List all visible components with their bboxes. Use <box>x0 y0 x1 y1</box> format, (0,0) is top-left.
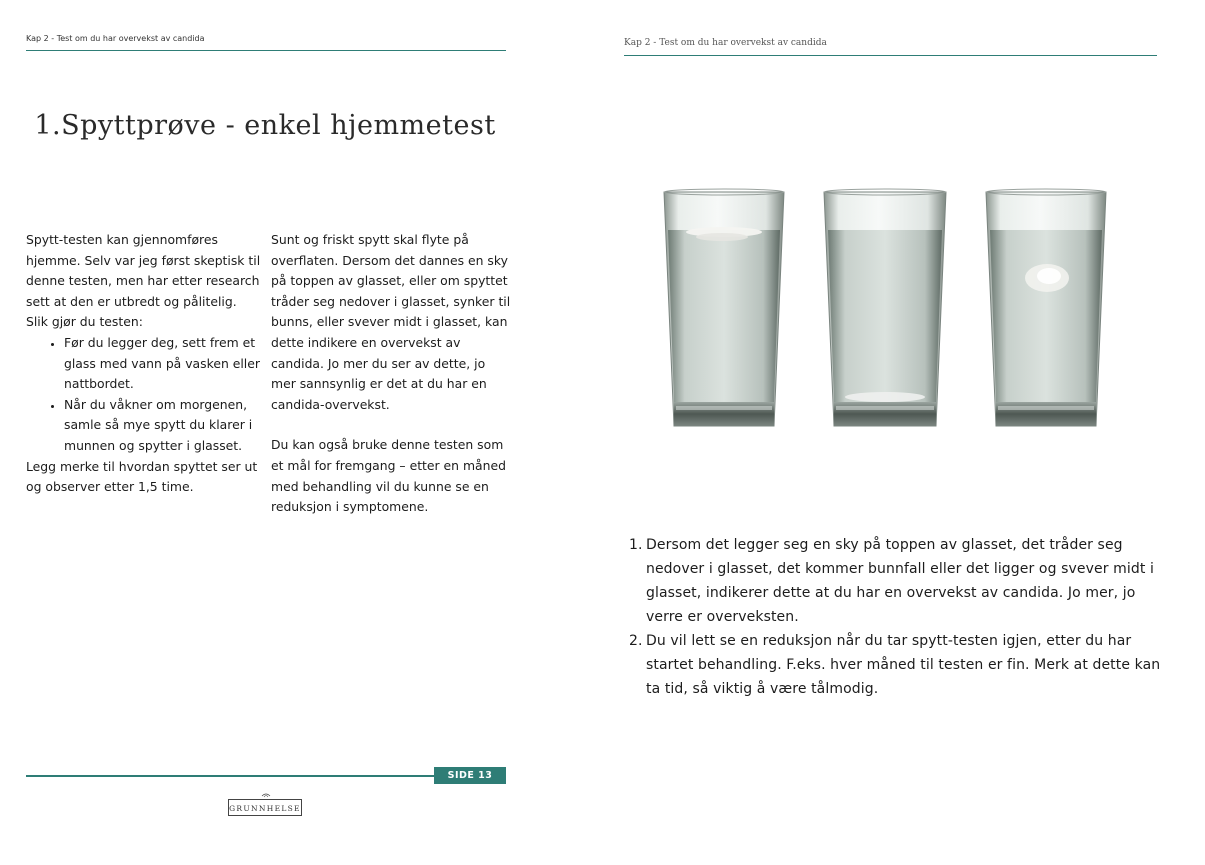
glass-floating-middle <box>986 189 1106 426</box>
list-item: 2. Du vil lett se en reduksjon når du tar spytt-testen igjen, etter du har startet behandling. F.eks. hver måned til testen er fin. Merk at dette kan ta tid, så viktig å være tålmodig. <box>629 633 1161 697</box>
three-glasses-image <box>654 180 1114 440</box>
result-paragraph: Sunt og friskt spytt skal flyte på overflaten. Dersom det dannes en sky på toppen av glasset, eller om spyttet tråder seg nedover i glasset, synker til bunns, eller svever midt i glasset, kan dette indikere en overvekst av candida. Jo mer du ser av dette, jo mer sannsynlig er det at du har en candida-overvekst. <box>271 232 511 412</box>
right-page <box>600 0 1205 865</box>
header-rule <box>26 50 506 51</box>
intro-paragraph: Spytt-testen kan gjennomføres hjemme. Selv var jeg først skeptisk til denne testen, men har etter research sett at den er utbredt og pålitelig. <box>26 232 261 309</box>
list-item: 1. Dersom det legger seg en sky på toppen av glasset, det tråder seg nedover i glasset, det kommer bunnfall eller det ligger og svever midt i glasset, indikerer dette at du har en overvekst av candida. Jo mer, jo verre er overveksten. <box>629 537 1154 625</box>
page-number-badge: SIDE 13 <box>434 767 506 784</box>
closing-paragraph: Legg merke til hvordan spyttet ser ut og observer etter 1,5 time. <box>26 458 258 495</box>
running-head: Kap 2 - Test om du har overvekst av candida <box>26 34 205 43</box>
explanation-list <box>629 533 1174 701</box>
list-item: • Når du våkner om morgenen, samle så mye spytt du klarer i munnen og spytter i glasset. <box>64 395 271 457</box>
text-column-1 <box>26 230 271 498</box>
brand-logo: GRUNNHELSE <box>228 799 302 816</box>
page-title: 1.Spyttprøve - enkel hjemmetest <box>34 110 496 141</box>
glass-sediment <box>824 189 946 426</box>
how-to-heading: Slik gjør du testen: <box>26 314 143 330</box>
instruction-list <box>26 333 271 457</box>
progress-paragraph: Du kan også bruke denne testen som et mål for fremgang – etter en måned med behandling vil du kunne se en reduksjon i symptomene. <box>271 437 506 515</box>
left-page <box>0 0 530 865</box>
running-head: Kap 2 - Test om du har overvekst av candida <box>624 38 827 48</box>
logo-mark-icon <box>261 792 271 798</box>
glass-cloud-top <box>664 189 784 426</box>
text-column-2 <box>271 230 511 518</box>
header-rule <box>624 55 1157 56</box>
footer-rule <box>26 775 436 777</box>
list-item: • Før du legger deg, sett frem et glass med vann på vasken eller nattbordet. <box>64 333 271 395</box>
